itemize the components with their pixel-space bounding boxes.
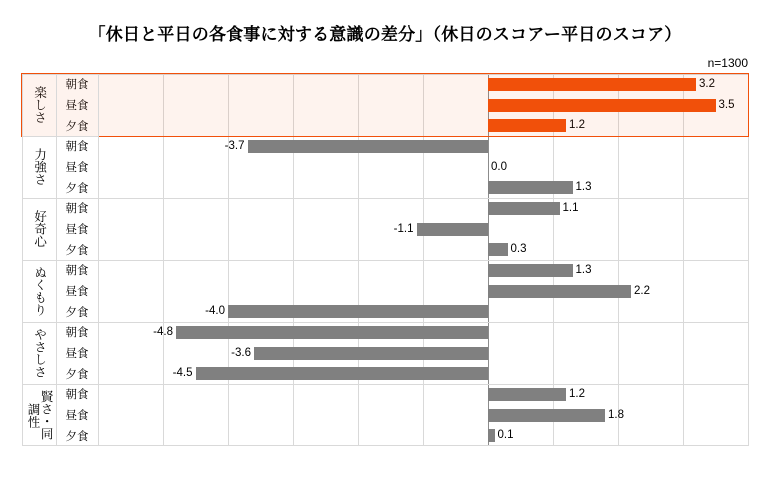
- bar: [488, 181, 573, 194]
- bar: [417, 223, 489, 236]
- chart-plot-area: [22, 74, 748, 446]
- category-label: 朝食: [65, 203, 89, 216]
- plot-horizontal-border: [22, 445, 98, 446]
- bar: [196, 367, 489, 380]
- group-separator-label: [22, 198, 98, 199]
- bar-value-label: 0.0: [491, 160, 507, 173]
- group-label-text: 賢さ・同調性: [26, 390, 54, 440]
- sample-size-note: n=1300: [707, 56, 748, 70]
- bar-value-label: 1.8: [608, 408, 624, 421]
- group-label: [22, 136, 56, 198]
- category-label: 朝食: [65, 389, 89, 402]
- group-separator: [98, 260, 748, 261]
- bar: [488, 99, 716, 112]
- bar-value-label: 1.3: [575, 181, 592, 194]
- group-separator: [98, 322, 748, 323]
- category-label: 夕食: [65, 182, 89, 195]
- bar: [488, 409, 605, 422]
- group-label: [22, 322, 56, 384]
- bar: [488, 388, 566, 401]
- plot-left-border: [22, 74, 23, 446]
- bar: [254, 347, 488, 360]
- category-label: 夕食: [65, 306, 89, 319]
- category-label: 夕食: [65, 244, 89, 257]
- bar-value-label: 0.1: [497, 429, 514, 442]
- category-label: 昼食: [65, 99, 89, 112]
- bar: [488, 119, 566, 132]
- category-label: 朝食: [65, 265, 89, 278]
- bar: [488, 78, 696, 91]
- bar: [248, 140, 489, 153]
- group-separator: [98, 384, 748, 385]
- bar-value-label: -3.6: [231, 346, 251, 359]
- bar-value-label: 3.5: [718, 98, 735, 111]
- group-label: [22, 260, 56, 322]
- bar-value-label: 3.2: [699, 77, 715, 90]
- group-label: [22, 384, 56, 446]
- bar-value-label: -1.1: [393, 222, 414, 235]
- category-label: 夕食: [65, 120, 89, 133]
- bar-value-label: -4.5: [172, 367, 193, 380]
- group-separator: [98, 198, 748, 199]
- category-label: 朝食: [65, 79, 89, 92]
- bar-value-label: 2.2: [634, 284, 650, 297]
- group-label-text: 楽しさ: [32, 86, 47, 124]
- category-label: 昼食: [65, 285, 89, 298]
- frame-bottom: [98, 445, 748, 446]
- category-label: 朝食: [65, 327, 89, 340]
- category-label: 夕食: [65, 368, 89, 381]
- bar: [488, 243, 508, 256]
- group-label-text: やさしさ: [32, 328, 47, 378]
- group-label-text: 好奇心: [32, 210, 47, 248]
- group-separator: [98, 136, 748, 137]
- bar: [488, 264, 573, 277]
- category-label: 昼食: [65, 161, 89, 174]
- category-label: 昼食: [65, 409, 89, 422]
- plot-horizontal-border: [22, 74, 98, 75]
- bar-value-label: 1.3: [575, 263, 592, 276]
- group-separator-label: [22, 322, 98, 323]
- group-separator-label: [22, 136, 98, 137]
- bar: [228, 305, 488, 318]
- category-label: 昼食: [65, 223, 89, 236]
- label-column-divider: [56, 74, 57, 446]
- group-label-text: 力強さ: [32, 148, 47, 186]
- group-label: [22, 198, 56, 260]
- bar-value-label: -4.8: [153, 325, 173, 338]
- bar-value-label: -3.7: [224, 139, 245, 152]
- bar-value-label: 1.2: [569, 387, 585, 400]
- category-label: 夕食: [65, 430, 89, 443]
- bar-value-label: 0.3: [510, 243, 527, 256]
- gridline: [748, 74, 749, 446]
- frame-top: [98, 74, 748, 75]
- category-label: 昼食: [65, 347, 89, 360]
- category-label: 朝食: [65, 141, 89, 154]
- label-column-divider: [98, 74, 99, 446]
- group-separator-label: [22, 384, 98, 385]
- bar: [488, 429, 495, 442]
- bars-area: [98, 74, 748, 446]
- bar-value-label: -4.0: [205, 305, 225, 318]
- group-label: [22, 74, 56, 136]
- bar-value-label: 1.2: [569, 119, 585, 132]
- bar: [488, 202, 560, 215]
- group-label-text: ぬくもり: [32, 266, 47, 316]
- bar: [488, 285, 631, 298]
- bar: [176, 326, 488, 339]
- chart-title: 「休日と平日の各食事に対する意識の差分」（休日のスコアー平日のスコア）: [88, 25, 682, 44]
- bar-value-label: 1.1: [562, 201, 579, 214]
- group-separator-label: [22, 260, 98, 261]
